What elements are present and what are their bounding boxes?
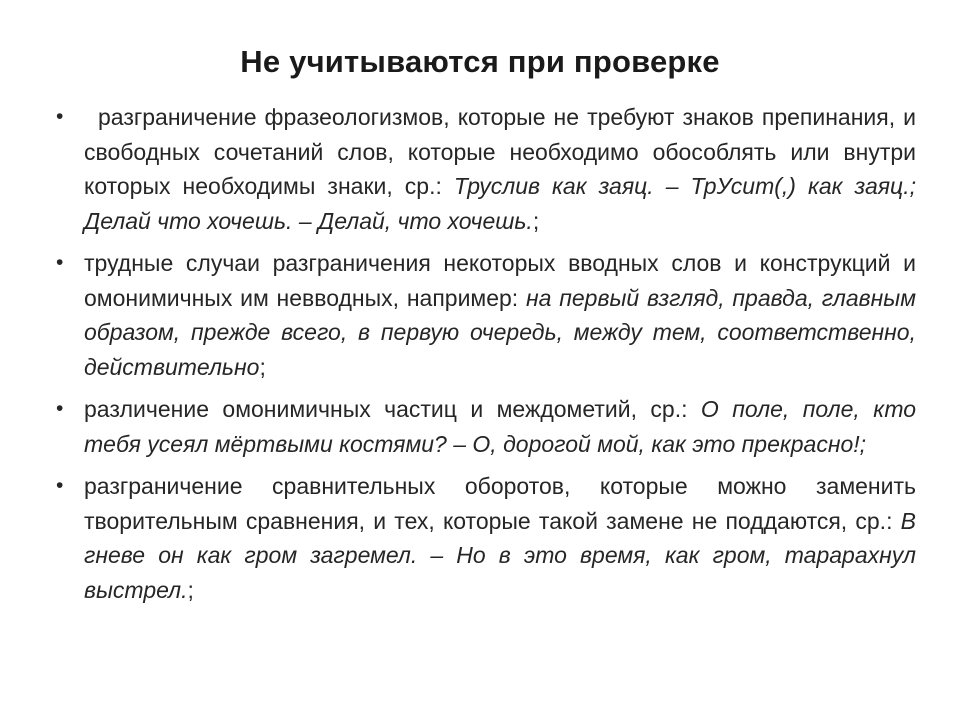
item-punct: ;	[187, 576, 194, 603]
item-text: различение омонимичных частиц и междометий, ср.:	[84, 396, 701, 422]
bullet-list	[56, 100, 916, 615]
item-example: В гневе он как гром загремел. – Но в это время, как гром, тарарахнул выстрел.	[84, 507, 916, 603]
bullet-item	[56, 392, 916, 461]
bullet-item	[56, 100, 916, 238]
item-punct: ;	[532, 207, 540, 234]
item-example: О поле, поле, кто тебя усеял мёртвыми костями? – О, дорогой мой, как это прекрасно!;	[84, 396, 917, 457]
item-text: разграничение фразеологизмов, которые не требуют знаков препинания, и свободных сочетаний слов, которые необходимо обособлять или внутри которых необходимы знаки, ср.:	[84, 104, 916, 199]
item-text: разграничение сравнительных оборотов, которые можно заменить творительным сравнения, и тех, которые такой замене не поддаются, ср.:	[84, 473, 916, 534]
item-example: Труслив как заяц. – ТрУсит(,) как заяц.; Делай что хочешь. – Делай, что хочешь.	[84, 173, 916, 234]
bullet-dot-icon: •	[56, 251, 64, 274]
bullet-dot-icon: •	[56, 105, 64, 128]
bullet-item	[56, 469, 916, 607]
item-example: на первый взгляд, правда, главным образом, прежде всего, в первую очередь, между тем, соответственно, действительно	[84, 284, 916, 380]
bullet-dot-icon: •	[56, 397, 64, 420]
bullet-dot-icon: •	[56, 474, 64, 497]
bullet-item	[56, 246, 916, 384]
slide-title: Не учитываются при проверке	[240, 44, 720, 79]
item-punct: ;	[259, 353, 266, 380]
item-text: трудные случаи разграничения некоторых вводных слов и конструкций и омонимичных им невводных, например:	[84, 250, 916, 311]
